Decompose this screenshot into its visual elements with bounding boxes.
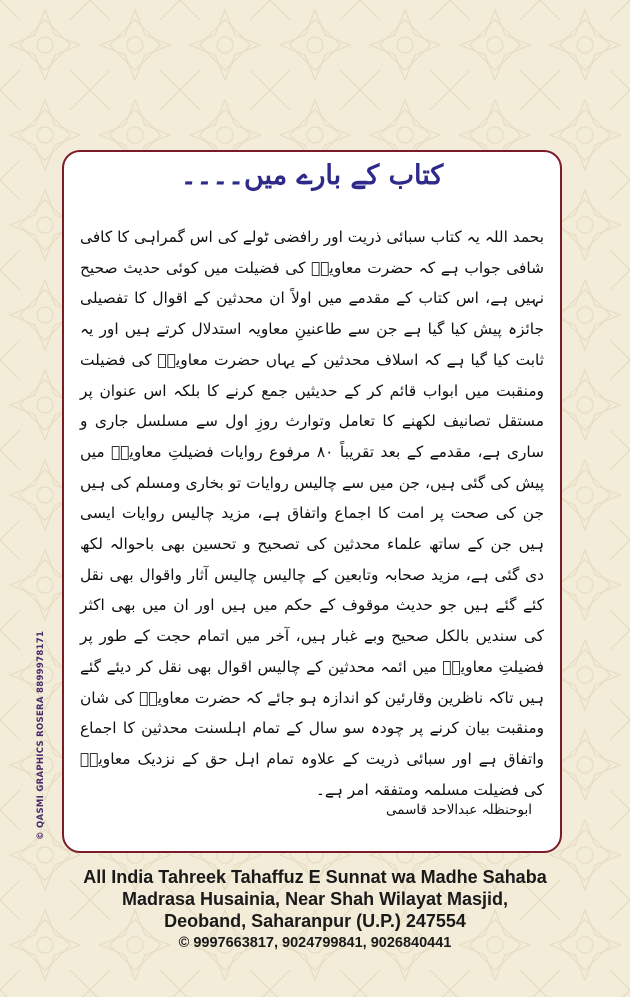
footer-address	[0, 866, 630, 954]
organization-name: All India Tahreek Tahaffuz E Sunnat wa Madhe Sahaba	[83, 867, 547, 887]
address-line-1: Madrasa Husainia, Near Shah Wilayat Masjid,	[122, 889, 508, 909]
about-book-card	[62, 150, 562, 853]
card-body-text: بحمد اللہ یہ کتاب سبائی ذریت اور رافضی ٹولے کی اس گمراہی کا کافی شافی جواب ہے کہ حضرت معاویہؓ کی فضیلت میں کوئی حدیث صحیح نہیں ہے، اس کتاب کے مقدمے میں اولاً ان محدثین کے اقوال کا تفصیلی جائزہ پیش کیا گیا ہے جن سے طاعنینِ معاویہ استدلال کرتے ہیں اور یہ ثابت کیا گیا ہے کہ اسلاف محدثین کے یہاں حضرت معاویہؓ کی فضیلت ومنقبت میں ابواب قائم کر کے حدیثیں جمع کرنے کا بلکہ اس عنوان پر مستقل تصانیف لکھنے کا تعامل وتوارث روزِ اول سے مسلسل جاری و ساری ہے، مقدمے کے بعد تقریباً ۸۰ مرفوع روایات فضیلتِ معاویہؓ میں پیش کی گئی ہیں، جن میں سے چالیس روایات تو بخاری ومسلم کی ہیں جن کی صحت پر امت کا اجماع واتفاق ہے، مزید چالیس روایات ایسی ہیں جن کے ساتھ علماء محدثین کی تصحیح و تحسین بھی باحوالہ لکھ دی گئی ہے، مزید صحابہ وتابعین کے چالیس چالیس آثار واقوال بھی نقل کئے گئے ہیں جو حدیث موقوف کے حکم میں ہیں اور ان میں بھی اکثر کی سندیں بالکل صحیح وبے غبار ہیں، آخر میں اتمام حجت کے طور پر فضیلتِ معاویہؓ میں ائمہ محدثین کے چالیس اقوال بھی نقل کر دیئے گئے ہیں تاکہ ناظرین وقارئین کو اندازہ ہو جائے کہ حضرت معاویہؓ کی شان ومنقبت بیان کرنے پر چودہ سو سال کے تمام اہلسنت محدثین کا اجماع واتفاق ہے اور سبائی ذریت کے علاوہ تمام اہل حق کے نزدیک معاویہؓ کی فضیلت مسلمہ ومتفقہ امر ہے۔	[80, 228, 544, 799]
address-line-2: Deoband, Saharanpur (U.P.) 247554	[164, 911, 466, 931]
card-title: کتاب کے بارے میں۔۔۔۔	[180, 160, 444, 191]
phone-numbers: © 9997663817, 9024799841, 9026840441	[178, 935, 452, 951]
designer-credit: © QASMI GRAPHICS ROSERA 8899978171	[36, 630, 46, 840]
author-signature: ابوحنظلہ عبدالاحد قاسمی	[386, 802, 532, 818]
